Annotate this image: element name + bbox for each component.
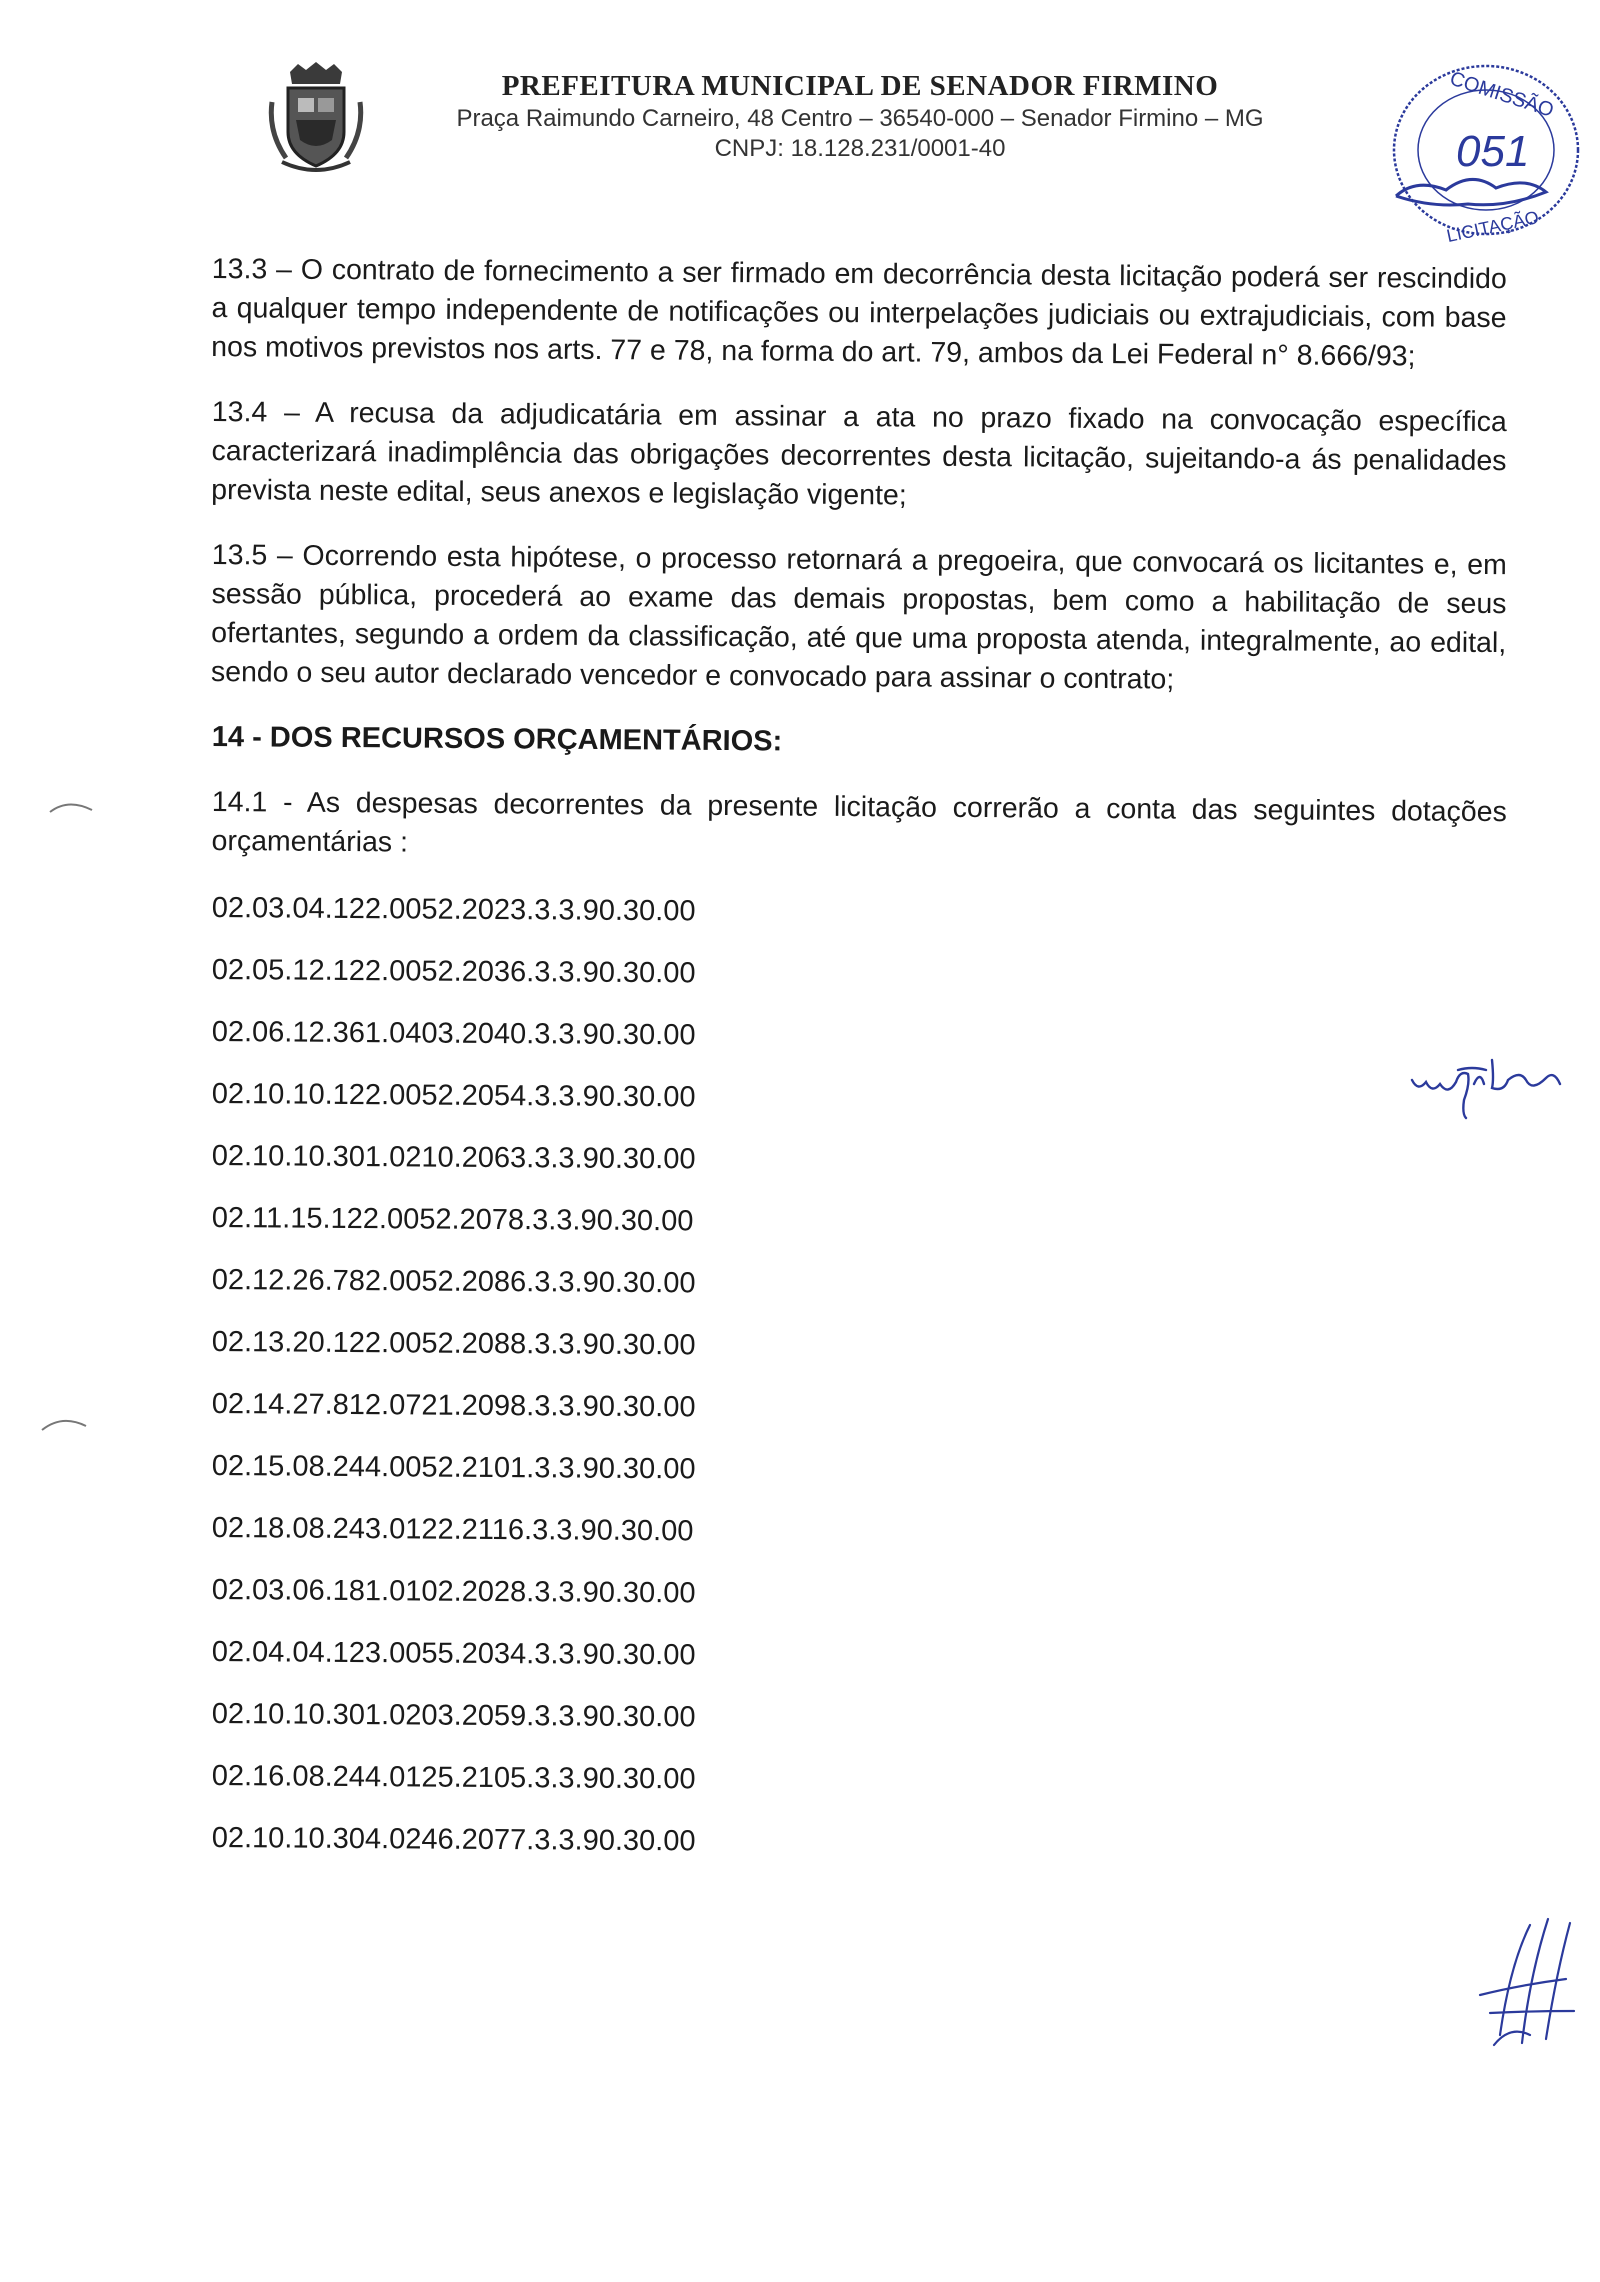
clause-13-3: 13.3 – O contrato de fornecimento a ser firmado em decorrência desta licitação poderá ser rescindido a qualquer tempo independente de notificações ou interpelações judiciais ou extrajudiciais, com base nos motivos previstos nos arts. 77 e 78, na forma do art. 79, ambos da Lei Federal n° 8.666/93; bbox=[211, 252, 1507, 373]
budget-code: 02.04.04.123.0055.2034.3.3.90.30.00 bbox=[211, 1635, 696, 1672]
municipality-title: PREFEITURA MUNICIPAL DE SENADOR FIRMINO bbox=[501, 70, 1219, 102]
coat-of-arms-icon bbox=[268, 62, 364, 174]
budget-code: 02.18.08.243.0122.2116.3.3.90.30.00 bbox=[211, 1511, 694, 1548]
section-heading-14: 14 - DOS RECURSOS ORÇAMENTÁRIOS: bbox=[211, 720, 783, 758]
budget-code: 02.06.12.361.0403.2040.3.3.90.30.00 bbox=[211, 1015, 696, 1052]
budget-code: 02.16.08.244.0125.2105.3.3.90.30.00 bbox=[211, 1759, 696, 1796]
stamp-bottom-text: LICITAÇÃO bbox=[1444, 207, 1541, 247]
clause-13-4: 13.4 – A recusa da adjudicatária em assinar a ata no prazo fixado na convocação específica caracterizará inadimplência das obrigações decorrentes desta licitação, sujeitando-a ás penalidades prevista neste edital, seus anexos e legislação vigente; bbox=[211, 395, 1507, 512]
margin-mark bbox=[48, 800, 98, 820]
commission-stamp bbox=[1376, 58, 1586, 248]
budget-code: 02.10.10.301.0203.2059.3.3.90.30.00 bbox=[211, 1697, 696, 1734]
budget-code: 02.10.10.122.0052.2054.3.3.90.30.00 bbox=[211, 1077, 696, 1114]
clause-14-1: 14.1 - As despesas decorrentes da presente licitação correrão a conta das seguintes dotações orçamentárias : bbox=[211, 785, 1507, 859]
stamp-top-text: COMISSÃO bbox=[1447, 67, 1557, 122]
budget-code: 02.15.08.244.0052.2101.3.3.90.30.00 bbox=[211, 1449, 696, 1486]
budget-allocation-list bbox=[212, 877, 1507, 1869]
stamp-number: 051 bbox=[1456, 127, 1530, 176]
budget-code: 02.03.04.122.0052.2023.3.3.90.30.00 bbox=[211, 891, 696, 928]
clause-13-5: 13.5 – Ocorrendo esta hipótese, o processo retornará a pregoeira, que convocará os licitantes e, em sessão pública, procederá ao exame das demais propostas, bem como a habilitação de seus ofertantes, segundo a ordem da classificação, até que uma proposta atenda, integralmente, ao edital, sendo o seu autor declarado vencedor e convocado para assinar o contrato; bbox=[210, 538, 1507, 696]
budget-code: 02.13.20.122.0052.2088.3.3.90.30.00 bbox=[211, 1325, 696, 1362]
handwritten-initials bbox=[1408, 1040, 1568, 1120]
budget-code: 02.03.06.181.0102.2028.3.3.90.30.00 bbox=[211, 1573, 696, 1610]
letterhead bbox=[440, 70, 1280, 163]
municipality-address: Praça Raimundo Carneiro, 48 Centro – 36540-000 – Senador Firmino – MG bbox=[456, 105, 1264, 132]
budget-code: 02.05.12.122.0052.2036.3.3.90.30.00 bbox=[211, 953, 696, 990]
budget-code: 02.12.26.782.0052.2086.3.3.90.30.00 bbox=[211, 1263, 696, 1300]
municipality-cnpj: CNPJ: 18.128.231/0001-40 bbox=[714, 135, 1006, 162]
budget-code: 02.11.15.122.0052.2078.3.3.90.30.00 bbox=[211, 1201, 694, 1238]
budget-code: 02.10.10.301.0210.2063.3.3.90.30.00 bbox=[211, 1139, 696, 1176]
margin-mark bbox=[40, 1416, 90, 1436]
budget-code: 02.10.10.304.0246.2077.3.3.90.30.00 bbox=[211, 1821, 696, 1858]
document-body bbox=[212, 250, 1507, 1869]
budget-code: 02.14.27.812.0721.2098.3.3.90.30.00 bbox=[211, 1387, 696, 1424]
handwritten-signature bbox=[1470, 1915, 1580, 2055]
